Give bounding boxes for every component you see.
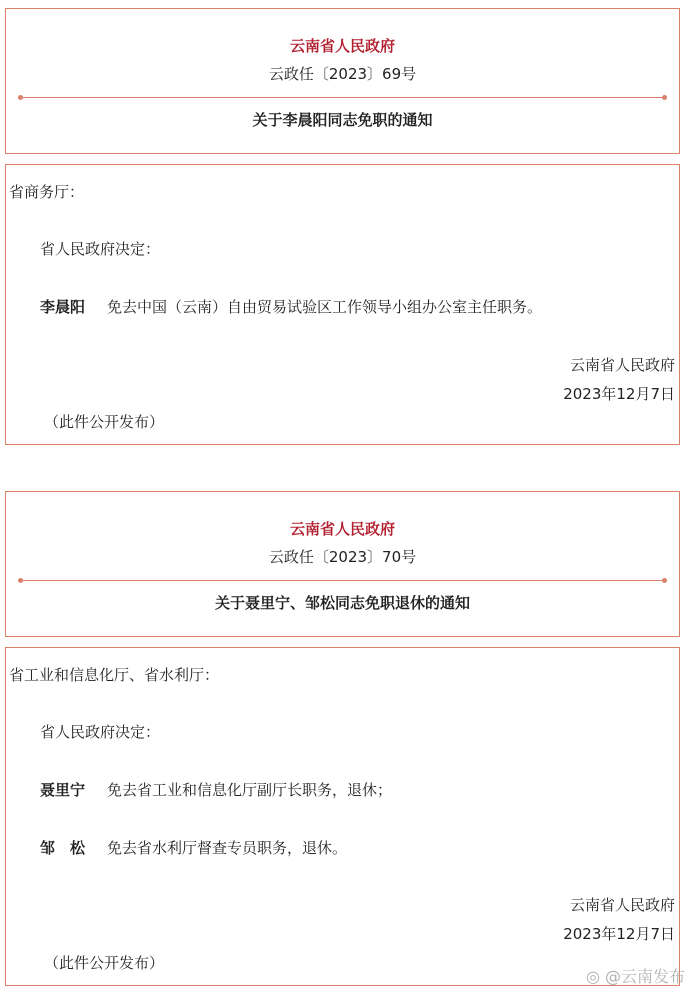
- notice-body-1: [5, 164, 680, 445]
- item-text: 免去省工业和信息化厅副厅长职务，退休；: [107, 781, 393, 799]
- date: 2023年12月7日: [563, 925, 675, 943]
- date: 2023年12月7日: [563, 385, 675, 403]
- item-text: 免去省水利厅督查专员职务，退休。: [107, 839, 348, 857]
- addressee: 省工业和信息化厅、省水利厅：: [9, 666, 220, 684]
- divider: [20, 97, 665, 98]
- decision: 省人民政府决定：: [40, 723, 161, 741]
- notice-title: 关于聂里宁、邹松同志免职退休的通知: [214, 594, 470, 612]
- notice-body-2: [5, 647, 680, 986]
- signature: 云南省人民政府: [569, 356, 675, 374]
- signature: 云南省人民政府: [569, 896, 675, 914]
- publish-note: （此件公开发布）: [44, 954, 165, 972]
- publish-note: （此件公开发布）: [44, 413, 165, 431]
- doc-number: 云政任〔2023〕69号: [268, 65, 417, 83]
- person-name: 聂里宁: [40, 781, 86, 799]
- person-name: 李晨阳: [40, 298, 86, 316]
- weibo-icon: ◎: [585, 967, 605, 986]
- notice-header-2: [5, 491, 680, 637]
- watermark-text: @云南发布: [604, 967, 685, 986]
- issuer: 云南省人民政府: [289, 37, 395, 55]
- item-text: 免去中国（云南）自由贸易试验区工作领导小组办公室主任职务。: [107, 298, 543, 316]
- decision: 省人民政府决定：: [40, 240, 161, 258]
- addressee: 省商务厅：: [9, 183, 85, 201]
- divider: [20, 580, 665, 581]
- notice-header-1: [5, 8, 680, 154]
- person-name: 邹 松: [40, 839, 86, 857]
- notice-title: 关于李晨阳同志免职的通知: [252, 111, 433, 129]
- weibo-watermark: [586, 964, 685, 987]
- doc-number: 云政任〔2023〕70号: [268, 548, 417, 566]
- issuer: 云南省人民政府: [289, 520, 395, 538]
